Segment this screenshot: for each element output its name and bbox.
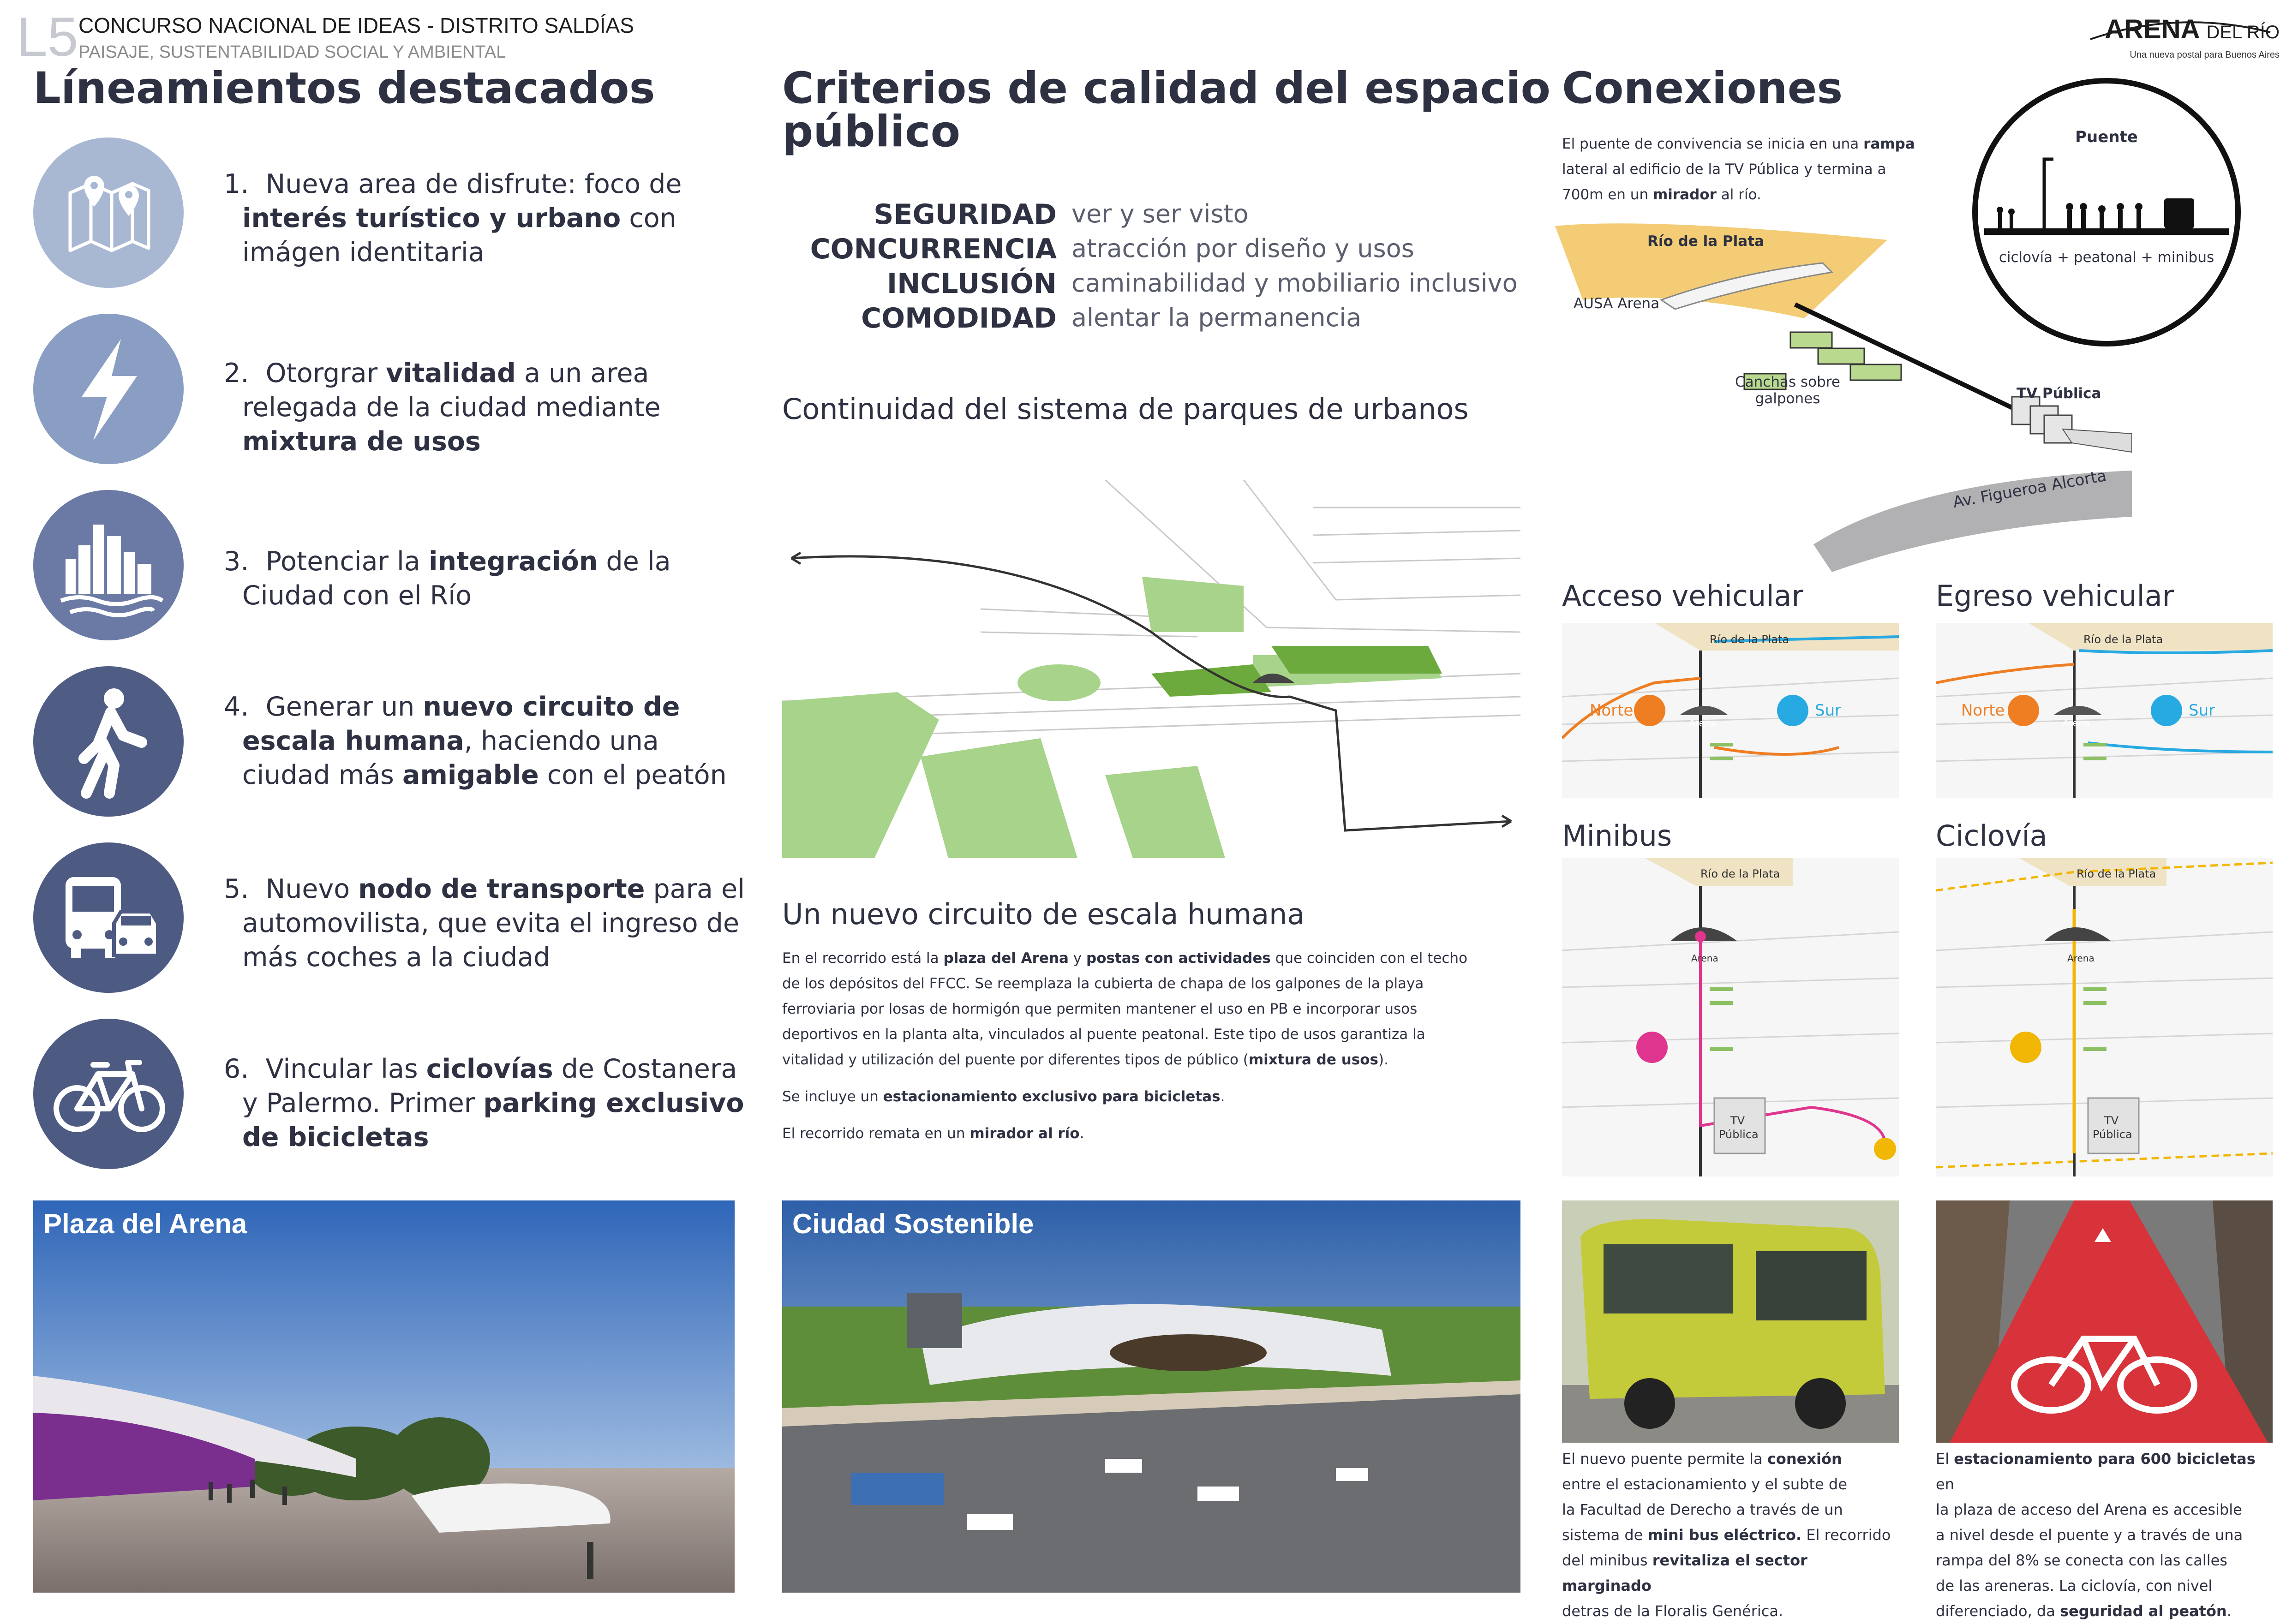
minibus-tv-label: TV <box>1730 1114 1745 1127</box>
lineamiento-circle-1 <box>33 137 184 288</box>
minibus-tv2-label: Pública <box>1719 1128 1759 1141</box>
parques-subtitle: Continuidad del sistema de parques de urbanos <box>782 392 1469 426</box>
parques-map-image <box>782 480 1520 858</box>
acceso-title: Acceso vehicular <box>1562 579 1804 613</box>
bridge-section-image <box>1970 76 2243 348</box>
ciclovia-map <box>1936 858 2273 1176</box>
bike-caption: El estacionamiento para 600 bicicletas en la plaza de acceso del Arena es accesible a nivel desde el puente y a través de una rampa del 8% se conecta con las calles de las areneras. La ciclovía, con nivel diferenciado, da seguridad al peatón. <box>1936 1450 2256 1620</box>
sheet-code: L5 <box>17 6 78 68</box>
lineamiento-circle-2 <box>33 314 184 464</box>
lineamiento-circle-4 <box>33 666 184 817</box>
lineamientos-title: Líneamientos destacados <box>33 63 655 113</box>
lineamiento-3: 3. Potenciar la integración de la Ciudad con el Río <box>224 546 671 611</box>
bicycle-icon <box>33 1019 184 1169</box>
acceso-map <box>1562 623 1899 798</box>
egreso-title: Egreso vehicular <box>1936 579 2174 613</box>
lineamiento-2: 2. Otorgrar vitalidad a un area relegada de la ciudad mediante mixtura de usos <box>224 358 661 457</box>
acceso-sur-label: Sur <box>1815 701 1842 720</box>
avenida-label: Av. Figueroa Alcorta <box>1951 466 2108 512</box>
egreso-map <box>1936 623 2273 798</box>
minibus-photo-image <box>1562 1200 1899 1443</box>
bus-car-icon <box>33 842 184 993</box>
minibus-photo <box>1562 1200 1899 1443</box>
circuito-paragraph: En el recorrido está la plaza del Arena y postas con actividades que coinciden con el techo de los depósitos del FFCC. Se reemplaza la cubierta de chapa de los galpones de la playa ferroviaria por losas de hormigón que permiten mantener el uso en PB e incorporar usos deportivos en la planta alta, vinculados al puente peatonal. Este tipo de usos garantiza la vitalidad y utilización del puente por diferentes tipos de público (mixtura de usos). Se incluye un estacionamiento exclusivo para bicicletas. El recorrido remata en un mirador al río. <box>782 950 1468 1142</box>
minibus-map <box>1562 858 1899 1176</box>
competition-title: CONCURSO NACIONAL DE IDEAS - DISTRITO SALDÍAS <box>78 13 634 37</box>
criterio-key-1: SEGURIDAD <box>874 198 1057 231</box>
plaza-render-image <box>33 1200 735 1593</box>
ciudad-render-image <box>782 1200 1520 1593</box>
logo-arena: ARENA <box>2105 14 2199 44</box>
egreso-rio-label: Río de la Plata <box>2083 633 2163 646</box>
minibus-rio-label: Río de la Plata <box>1700 867 1780 880</box>
conexiones-intro: El puente de convivencia se inicia en una rampa lateral al edificio de la TV Pública y termina a 700m en un mirador al río. <box>1562 136 1915 203</box>
lineamiento-4: 4. Generar un nuevo circuito de escala humana, haciendo una ciudad más amigable con el peatón <box>224 692 727 790</box>
criterio-key-4: COMODIDAD <box>861 302 1057 334</box>
parques-map <box>782 480 1520 858</box>
acceso-rio-label: Río de la Plata <box>1710 633 1789 646</box>
city-river-icon <box>33 490 184 640</box>
egreso-norte-label: Norte <box>1961 701 2005 720</box>
rio-plata-label: Río de la Plata <box>1647 233 1764 250</box>
criterio-value-2: atracción por diseño y usos <box>1071 234 1414 263</box>
ciclovia-rio-label: Río de la Plata <box>2077 867 2156 880</box>
plaza-label: Plaza del Arena <box>43 1208 247 1239</box>
ciclovia-tv-label: TV <box>2104 1114 2119 1127</box>
puente-label: Puente <box>2075 128 2138 146</box>
bridge-section-circle <box>1970 76 2243 348</box>
ciudad-label: Ciudad Sostenible <box>792 1208 1034 1239</box>
ciudad-sostenible-render <box>782 1200 1520 1593</box>
acceso-norte-label: Norte <box>1590 701 1634 720</box>
acceso-arena-label: Arena <box>1689 717 1716 728</box>
criterio-value-1: ver y ser visto <box>1071 199 1249 228</box>
bike-lane-photo-image <box>1936 1200 2273 1443</box>
ciclovia-arena-label: Arena <box>2067 953 2095 964</box>
lightning-icon <box>33 314 184 464</box>
lineamiento-circle-5 <box>33 842 184 993</box>
egreso-arena-label: Arena <box>2063 717 2090 728</box>
logo-del-rio: DEL RÍO <box>2206 22 2280 42</box>
pedestrian-icon <box>33 666 184 817</box>
competition-subtitle: PAISAJE, SUSTENTABILIDAD SOCIAL Y AMBIENTAL <box>78 42 506 62</box>
arena-logo <box>2086 14 2280 60</box>
conexiones-title: Conexiones <box>1562 63 1843 113</box>
criterios-title: Criterios de calidad del espacio público <box>782 63 1551 157</box>
ausa-arena-label: AUSA Arena <box>1574 295 1660 312</box>
bike-lane-photo <box>1936 1200 2273 1443</box>
canchas-label: Canchas sobre galpones <box>1735 374 1840 407</box>
map-pins-icon <box>33 137 184 288</box>
egreso-sur-label: Sur <box>2189 701 2215 720</box>
criterio-key-2: CONCURRENCIA <box>810 233 1057 265</box>
criterio-value-3: caminabilidad y mobiliario inclusivo <box>1071 269 1518 298</box>
section-label: ciclovía + peatonal + minibus <box>1999 249 2214 266</box>
lineamiento-6: 6. Vincular las ciclovías de Costanera y Palermo. Primer parking exclusivo de bicicletas <box>224 1054 744 1152</box>
lineamiento-5: 5. Nuevo nodo de transporte para el automovilista, que evita el ingreso de más coches a la ciudad <box>224 874 745 973</box>
criterio-key-3: INCLUSIÓN <box>886 268 1057 300</box>
ciclovia-title: Ciclovía <box>1936 819 2047 853</box>
plaza-arena-render <box>33 1200 735 1593</box>
lineamiento-circle-3 <box>33 490 184 640</box>
circuito-subtitle: Un nuevo circuito de escala humana <box>782 897 1305 931</box>
ciclovia-tv2-label: Pública <box>2093 1128 2132 1141</box>
tv-publica-label: TV Pública <box>2017 385 2101 402</box>
criterio-value-4: alentar la permanencia <box>1071 303 1362 332</box>
minibus-caption: El nuevo puente permite la conexión entre el estacionamiento y el subte de la Facultad de Derecho a través de un sistema de mini bus eléctrico. El recorrido del minibus revitaliza el sector marginado detras de la Floralis Genérica. <box>1562 1450 1891 1620</box>
logo-tagline: Una nueva postal para Buenos Aires <box>2130 50 2280 60</box>
logo-text <box>2105 14 2280 45</box>
minibus-title: Minibus <box>1562 819 1672 853</box>
lineamiento-circle-6 <box>33 1019 184 1169</box>
lineamiento-1: 1. Nueva area de disfrute: foco de interés turístico y urbano con imágen identitaria <box>224 169 682 268</box>
minibus-arena-label: Arena <box>1691 953 1718 964</box>
